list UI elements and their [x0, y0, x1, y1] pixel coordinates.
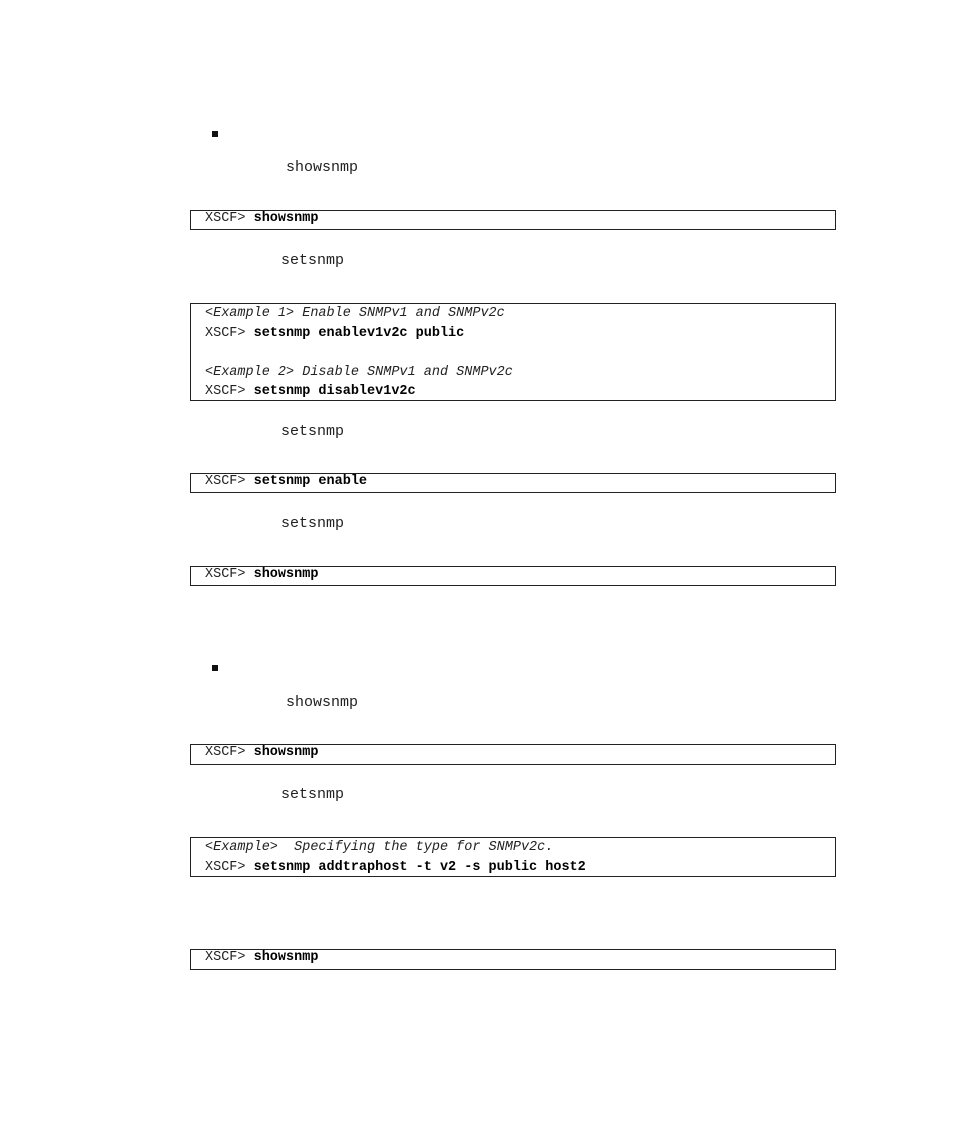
prompt: XSCF>: [205, 745, 254, 760]
code-box-enable-disable-examples: [190, 303, 836, 401]
command: setsnmp addtraphost -t v2 -s public host2: [253, 859, 586, 875]
section2-text-setsnmp: setsnmp: [281, 786, 345, 803]
prompt: XSCF>: [205, 384, 254, 399]
section1-text-setsnmp-3: setsnmp: [281, 515, 345, 532]
code-box-setsnmp-enable: [190, 473, 836, 493]
prompt: XSCF>: [205, 859, 254, 875]
command: showsnmp: [253, 950, 319, 965]
command: showsnmp: [253, 211, 319, 226]
command: setsnmp enable: [253, 474, 368, 489]
bullet-marker: [212, 131, 218, 137]
section1-text-setsnmp-2: setsnmp: [281, 423, 345, 440]
prompt: XSCF>: [205, 211, 254, 226]
code-box-addtraphost-example: [190, 837, 836, 877]
code-box-showsnmp-final: [190, 949, 836, 970]
command: setsnmp disablev1v2c: [253, 384, 416, 399]
prompt: XSCF>: [205, 474, 254, 489]
prompt: XSCF>: [205, 325, 254, 341]
code-box-showsnmp: [190, 210, 836, 230]
command: showsnmp: [253, 745, 319, 760]
section2-intro-command: showsnmp: [286, 694, 359, 711]
example-comment: <Example> Specifying the type for SNMPv2c.: [205, 840, 554, 855]
prompt: XSCF>: [205, 950, 254, 965]
bullet-marker: [212, 665, 218, 671]
section1-intro-command: showsnmp: [286, 159, 359, 176]
example1-comment: <Example 1> Enable SNMPv1 and SNMPv2c: [205, 306, 505, 321]
blank-line: [205, 343, 835, 363]
prompt: XSCF>: [205, 567, 254, 582]
command: showsnmp: [253, 567, 319, 582]
section1-text-setsnmp: setsnmp: [281, 252, 345, 269]
command: setsnmp enablev1v2c public: [253, 325, 465, 341]
code-box-showsnmp-verify: [190, 566, 836, 586]
example2-comment: <Example 2> Disable SNMPv1 and SNMPv2c: [205, 364, 513, 380]
code-box-showsnmp-2: [190, 744, 836, 765]
